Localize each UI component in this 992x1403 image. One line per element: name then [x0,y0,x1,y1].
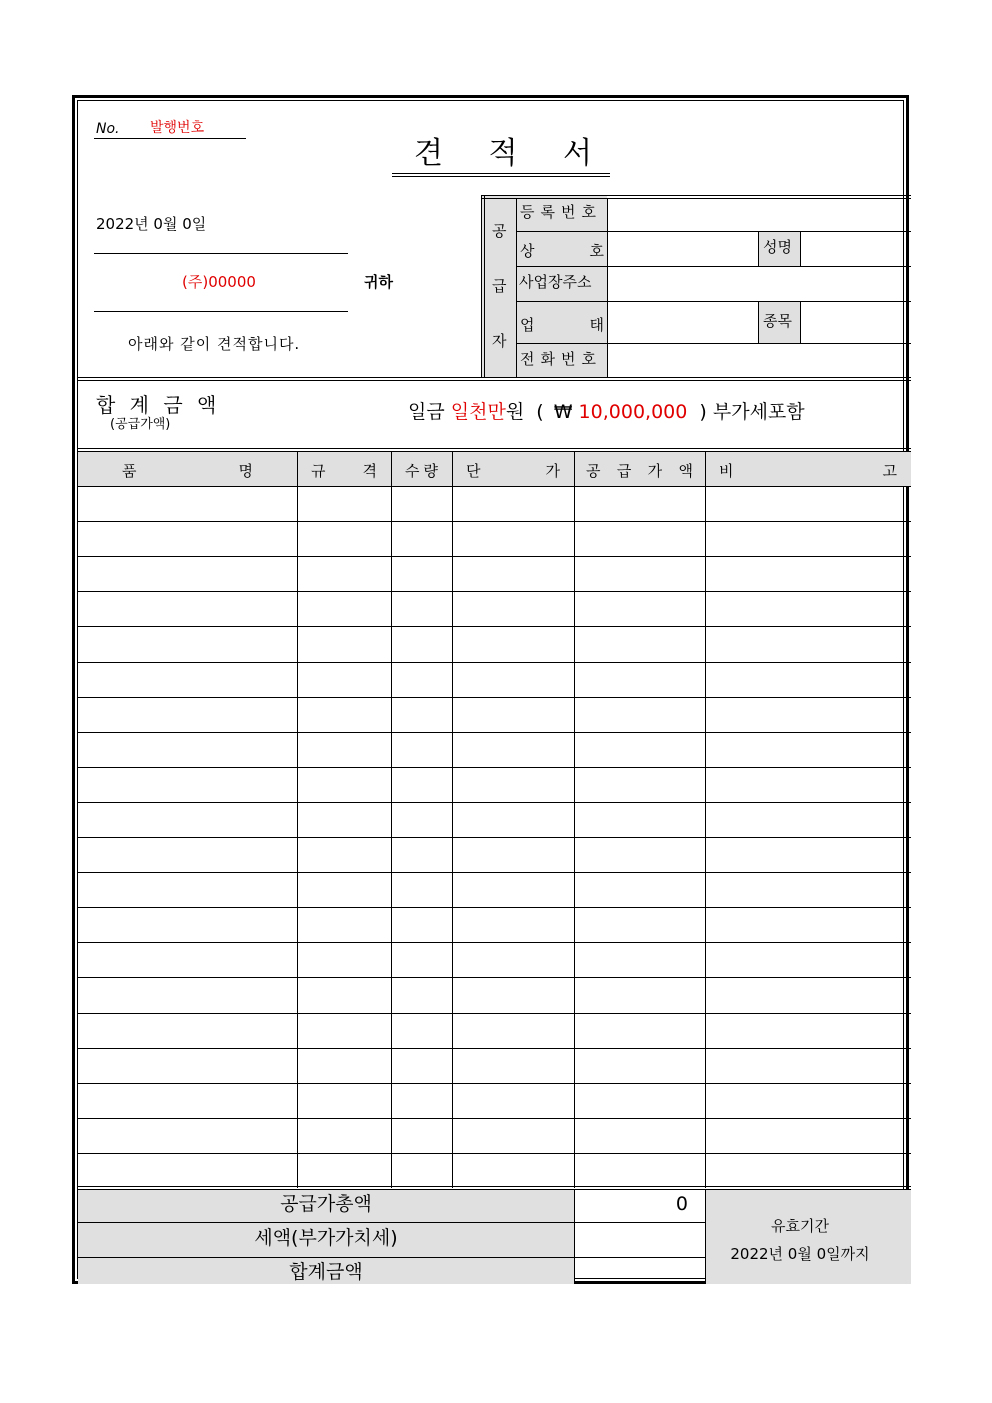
table-cell[interactable] [391,556,452,591]
item-label: 종목 [763,312,792,330]
summary-divider-2 [705,1190,706,1284]
table-cell[interactable] [705,872,911,907]
table-cell[interactable] [574,977,705,1012]
table-cell[interactable] [452,802,574,837]
table-cell[interactable] [78,486,297,521]
table-header-char: 단 [466,462,481,480]
table-cell[interactable] [391,872,452,907]
total-label: 합 계 금 액 [96,393,221,417]
table-cell[interactable] [297,1048,391,1083]
table-cell[interactable] [297,486,391,521]
summary-row-line-2 [78,1257,705,1258]
table-cell[interactable] [78,1013,297,1048]
table-cell[interactable] [297,732,391,767]
table-row [78,767,911,802]
table-cell[interactable] [452,486,574,521]
table-cell[interactable] [78,872,297,907]
table-cell[interactable] [705,1118,911,1153]
table-row [78,626,911,661]
table-cell[interactable] [391,697,452,732]
supplier-side-char-2: 급 [492,277,507,295]
table-cell[interactable] [297,907,391,942]
table-cell[interactable] [574,767,705,802]
recipient-line [94,311,348,312]
table-cell[interactable] [78,591,297,626]
table-cell[interactable] [391,977,452,1012]
table-cell[interactable] [705,1048,911,1083]
table-cell[interactable] [574,521,705,556]
table-cell[interactable] [705,767,911,802]
table-row [78,591,911,626]
table-cell[interactable] [452,697,574,732]
table-cell[interactable] [705,942,911,977]
table-cell[interactable] [705,802,911,837]
total-top-line-2 [78,380,911,381]
supplier-border-left-outer [481,196,482,377]
table-cell[interactable] [297,977,391,1012]
table-cell[interactable] [78,837,297,872]
quote-frame [72,95,909,1284]
table-header-char: 급 [616,462,632,480]
table-cell[interactable] [297,767,391,802]
table-cell[interactable] [391,1048,452,1083]
grand-total-label: 합계금액 [289,1261,363,1283]
name-label: 성명 [763,238,792,256]
table-cell[interactable] [574,662,705,697]
table-cell[interactable] [452,1013,574,1048]
table-cell[interactable] [78,907,297,942]
table-header-char: 공 [586,462,601,480]
table-row [78,1153,911,1188]
table-cell[interactable] [452,1083,574,1118]
table-cell[interactable] [705,662,911,697]
table-cell[interactable] [705,1083,911,1118]
table-top-line-1 [78,448,911,449]
table-cell[interactable] [78,1083,297,1118]
supplier-row-line-2 [516,266,911,267]
table-row [78,521,911,556]
table-cell[interactable] [574,942,705,977]
table-cell[interactable] [452,662,574,697]
table-cell[interactable] [391,942,452,977]
address-label: 사업장주소 [519,273,592,291]
supplier-row-line-1 [516,231,911,232]
table-header-char: 수 [405,462,420,480]
table-row [78,942,911,977]
supply-total-label: 공급가총액 [280,1193,372,1215]
table-cell[interactable] [297,1013,391,1048]
business-type-char-1: 업 [520,316,535,334]
table-header-char: 고 [882,462,897,480]
table-row [78,732,911,767]
total-won: 원 [505,401,525,423]
table-header-6 [719,460,897,481]
total-top-line-1 [78,377,911,378]
table-cell[interactable] [391,837,452,872]
table-cell[interactable] [452,1118,574,1153]
table-cell[interactable] [297,837,391,872]
supplier-divider-2 [607,198,608,377]
table-cell[interactable] [78,521,297,556]
honorific: 귀하 [364,273,393,291]
table-cell[interactable] [705,907,911,942]
table-cell[interactable] [574,837,705,872]
table-cell[interactable] [78,732,297,767]
table-cell[interactable] [452,591,574,626]
table-cell[interactable] [391,1083,452,1118]
quote-date: 2022년 0월 0일 [96,215,207,233]
table-cell[interactable] [452,1048,574,1083]
table-header-char: 격 [362,462,377,480]
table-row [78,1118,911,1153]
table-cell[interactable] [574,802,705,837]
no-label: No. [96,121,120,137]
title-underline-2 [392,176,610,177]
company-label-char-1: 상 [520,242,535,260]
table-cell[interactable] [452,977,574,1012]
table-cell[interactable] [297,1083,391,1118]
table-cell[interactable] [297,626,391,661]
table-header-5 [586,460,693,481]
title-underline-1 [392,173,610,174]
name-label-left [758,231,759,266]
table-cell[interactable] [391,486,452,521]
table-cell[interactable] [297,591,391,626]
table-cell[interactable] [452,767,574,802]
table-cell[interactable] [297,662,391,697]
validity-bg [705,1190,911,1284]
summary-row-line-1 [78,1222,705,1223]
supplier-row-line-3 [516,301,911,302]
table-cell[interactable] [574,1083,705,1118]
table-cell[interactable] [705,521,911,556]
table-header-char: 품 [122,462,137,480]
table-cell[interactable] [297,1118,391,1153]
table-cell[interactable] [78,662,297,697]
table-cell[interactable] [705,837,911,872]
table-cell[interactable] [574,556,705,591]
table-row [78,907,911,942]
table-row [78,977,911,1012]
table-row [78,556,911,591]
table-cell[interactable] [574,1153,705,1188]
table-cell[interactable] [452,732,574,767]
table-cell[interactable] [391,802,452,837]
issue-number: 발행번호 [150,120,205,136]
table-cell[interactable] [391,732,452,767]
table-cell[interactable] [297,1153,391,1188]
table-cell[interactable] [705,977,911,1012]
table-cell[interactable] [391,1013,452,1048]
tax-label: 세액(부가가치세) [254,1227,398,1249]
no-underline [94,138,246,139]
table-cell[interactable] [574,697,705,732]
item-label-left [758,301,759,343]
table-row [78,1013,911,1048]
quote-statement: 아래와 같이 견적합니다. [128,335,301,353]
table-cell[interactable] [391,907,452,942]
table-cell[interactable] [574,1048,705,1083]
supplier-divider-1 [516,198,517,377]
table-cell[interactable] [78,802,297,837]
table-cell[interactable] [574,732,705,767]
name-label-right [800,231,801,266]
table-cell[interactable] [452,1153,574,1188]
total-prefix: 일금 [408,401,445,423]
table-cell[interactable] [297,872,391,907]
table-cell[interactable] [297,802,391,837]
supplier-top-line-2 [481,198,911,199]
table-cell[interactable] [78,977,297,1012]
table-cell[interactable] [297,697,391,732]
total-vat-note: 부가세포함 [712,401,805,423]
table-header-char: 가 [545,462,560,480]
table-cell[interactable] [78,1118,297,1153]
table-header-char: 명 [238,462,253,480]
company-label-char-2: 호 [589,242,604,260]
table-cell[interactable] [391,1153,452,1188]
total-amount-korean: 일천만 [450,401,506,423]
company-label [520,240,604,261]
table-row [78,486,911,521]
table-row [78,837,911,872]
business-type-label [520,314,604,335]
table-header-char: 가 [647,462,663,480]
total-paren-open: ( [536,401,544,423]
table-cell[interactable] [574,591,705,626]
table-cell[interactable] [391,626,452,661]
table-cell[interactable] [705,591,911,626]
table-cell[interactable] [452,942,574,977]
document-title: 견 적 서 [413,136,610,171]
table-cell[interactable] [391,1118,452,1153]
supplier-side-char-1: 공 [492,222,507,240]
total-amount-line [408,403,805,422]
supplier-border-left-inner [484,196,485,377]
table-cell[interactable] [574,1013,705,1048]
table-row [78,1083,911,1118]
table-cell[interactable] [78,942,297,977]
phone-label: 전화번호 [520,350,602,368]
currency-symbol: ₩ [553,401,573,423]
table-cell[interactable] [78,697,297,732]
total-sub-label: (공급가액) [110,417,171,432]
table-row [78,872,911,907]
table-header-char: 비 [719,462,734,480]
table-cell[interactable] [452,907,574,942]
table-header-1 [122,460,253,481]
table-cell[interactable] [452,556,574,591]
recipient-name: (주)00000 [182,273,256,291]
business-type-char-2: 태 [589,316,604,334]
supplier-row-line-4 [516,343,911,344]
table-row [78,662,911,697]
table-header-2 [311,460,377,481]
supplier-top-line-1 [481,195,911,196]
table-cell[interactable] [78,1048,297,1083]
table-cell[interactable] [452,872,574,907]
table-cell[interactable] [574,486,705,521]
reg-no-label: 등록번호 [520,203,602,221]
table-cell[interactable] [452,626,574,661]
table-row [78,1048,911,1083]
table-cell[interactable] [705,556,911,591]
table-cell[interactable] [574,872,705,907]
table-cell[interactable] [705,697,911,732]
table-cell[interactable] [452,521,574,556]
table-cell[interactable] [391,591,452,626]
table-cell[interactable] [78,556,297,591]
table-cell[interactable] [297,556,391,591]
table-cell[interactable] [705,486,911,521]
table-cell[interactable] [705,1013,911,1048]
table-cell[interactable] [78,1153,297,1188]
quote-inner-border [77,100,904,1283]
table-row [78,802,911,837]
table-cell[interactable] [452,837,574,872]
table-cell[interactable] [78,767,297,802]
table-header-3 [405,460,438,481]
table-cell[interactable] [391,521,452,556]
table-cell[interactable] [297,521,391,556]
table-cell[interactable] [574,626,705,661]
supply-total-value: 0 [675,1193,688,1215]
validity-value: 2022년 0월 0일까지 [730,1245,870,1263]
table-cell[interactable] [574,907,705,942]
table-cell[interactable] [391,767,452,802]
total-amount-number: 10,000,000 [578,401,688,423]
table-cell[interactable] [705,732,911,767]
table-cell[interactable] [297,942,391,977]
table-header-char: 액 [678,462,693,480]
table-cell[interactable] [705,626,911,661]
table-cell[interactable] [78,626,297,661]
table-header-char: 량 [423,462,438,480]
total-paren-close: ) [699,401,707,423]
table-row [78,697,911,732]
table-cell[interactable] [705,1153,911,1188]
table-header-char: 규 [311,462,326,480]
summary-top-line-1 [78,1186,911,1187]
supplier-side-char-3: 자 [492,332,507,350]
validity-label: 유효기간 [771,1217,829,1235]
item-label-right [800,301,801,343]
table-header-4 [466,460,560,481]
table-cell[interactable] [574,1118,705,1153]
table-cell[interactable] [391,662,452,697]
date-line [94,253,348,254]
